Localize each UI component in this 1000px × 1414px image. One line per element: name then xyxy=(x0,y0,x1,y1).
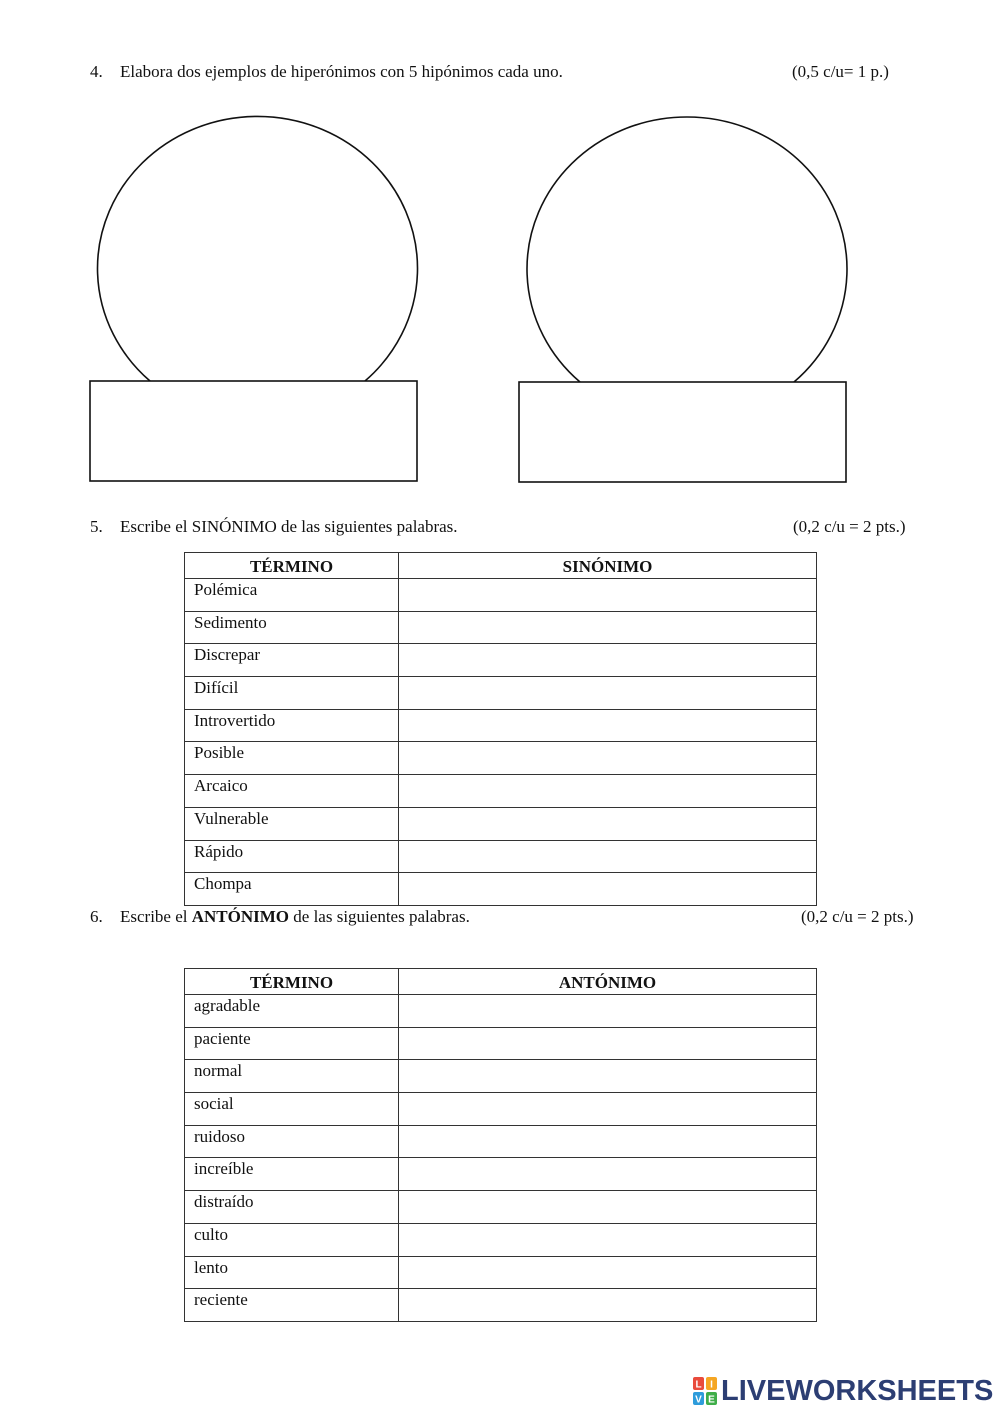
hypernym-diagram-2 xyxy=(519,117,847,482)
hypernym-diagrams xyxy=(0,0,1000,500)
table-row xyxy=(185,1191,817,1224)
question-6-keyword: ANTÓNIMO xyxy=(191,907,290,926)
antonym-answer-cell[interactable] xyxy=(399,1256,817,1289)
antonym-answer-cell[interactable] xyxy=(399,1093,817,1126)
table-row xyxy=(185,1125,817,1158)
question-4-text: Elabora dos ejemplos de hiperónimos con 5 hipónimos cada uno. xyxy=(120,62,563,81)
logo-letter: L xyxy=(695,1379,702,1391)
term-cell: Posible xyxy=(185,742,399,775)
question-4-points: (0,5 c/u= 1 p.) xyxy=(792,62,889,81)
term-cell: Rápido xyxy=(185,840,399,873)
term-cell: agradable xyxy=(185,995,399,1028)
table-row xyxy=(185,873,817,906)
antonym-answer-cell[interactable] xyxy=(399,1027,817,1060)
table-row xyxy=(185,709,817,742)
column-header-term: TÉRMINO xyxy=(185,969,399,995)
antonym-answer-cell[interactable] xyxy=(399,1060,817,1093)
table-row xyxy=(185,611,817,644)
term-cell: Discrepar xyxy=(185,644,399,677)
table-row xyxy=(185,1256,817,1289)
term-cell: Vulnerable xyxy=(185,807,399,840)
question-4-number: 4. xyxy=(90,62,103,81)
term-cell: Introvertido xyxy=(185,709,399,742)
term-cell: distraído xyxy=(185,1191,399,1224)
question-6-text-before: Escribe el xyxy=(120,907,188,926)
column-header-term: TÉRMINO xyxy=(185,553,399,579)
synonym-answer-cell[interactable] xyxy=(399,873,817,906)
hypernym-box-1[interactable] xyxy=(90,381,417,481)
table-row xyxy=(185,1060,817,1093)
table-row xyxy=(185,1223,817,1256)
term-cell: ruidoso xyxy=(185,1125,399,1158)
liveworksheets-logo-icon xyxy=(693,1377,717,1405)
table-row xyxy=(185,1027,817,1060)
synonym-answer-cell[interactable] xyxy=(399,742,817,775)
question-6-text-after: de las siguientes palabras. xyxy=(293,907,470,926)
term-cell: Chompa xyxy=(185,873,399,906)
term-cell: increíble xyxy=(185,1158,399,1191)
question-5-points: (0,2 c/u = 2 pts.) xyxy=(793,517,906,536)
table-header-row xyxy=(185,969,817,995)
question-5 xyxy=(90,517,458,537)
term-cell: normal xyxy=(185,1060,399,1093)
antonym-table xyxy=(184,968,817,1322)
question-5-number: 5. xyxy=(90,517,103,536)
column-header-antonym: ANTÓNIMO xyxy=(399,969,817,995)
hypernym-diagram-1 xyxy=(90,116,418,481)
synonym-answer-cell[interactable] xyxy=(399,579,817,612)
table-row xyxy=(185,579,817,612)
term-cell: lento xyxy=(185,1256,399,1289)
hyponym-circle-2[interactable] xyxy=(527,117,847,382)
table-row xyxy=(185,840,817,873)
synonym-answer-cell[interactable] xyxy=(399,840,817,873)
table-header-row xyxy=(185,553,817,579)
synonym-answer-cell[interactable] xyxy=(399,644,817,677)
synonym-answer-cell[interactable] xyxy=(399,611,817,644)
term-cell: social xyxy=(185,1093,399,1126)
term-cell: Arcaico xyxy=(185,775,399,808)
logo-letter: V xyxy=(695,1394,702,1405)
term-cell: Difícil xyxy=(185,677,399,710)
table-row xyxy=(185,775,817,808)
liveworksheets-brand-text: LIVEWORKSHEETS xyxy=(721,1374,994,1407)
term-cell: culto xyxy=(185,1223,399,1256)
antonym-answer-cell[interactable] xyxy=(399,1289,817,1322)
table-row xyxy=(185,1289,817,1322)
synonym-answer-cell[interactable] xyxy=(399,807,817,840)
logo-letter: E xyxy=(708,1394,715,1405)
question-6 xyxy=(90,907,470,927)
table-row xyxy=(185,677,817,710)
hypernym-box-2[interactable] xyxy=(519,382,846,482)
synonym-answer-cell[interactable] xyxy=(399,775,817,808)
term-cell: reciente xyxy=(185,1289,399,1322)
question-5-text: Escribe el SINÓNIMO de las siguientes palabras. xyxy=(120,517,458,536)
column-header-synonym: SINÓNIMO xyxy=(399,553,817,579)
liveworksheets-logo xyxy=(693,1374,993,1408)
table-row xyxy=(185,1093,817,1126)
term-cell: paciente xyxy=(185,1027,399,1060)
hyponym-circle-1[interactable] xyxy=(98,116,418,381)
term-cell: Polémica xyxy=(185,579,399,612)
table-row xyxy=(185,644,817,677)
antonym-answer-cell[interactable] xyxy=(399,1191,817,1224)
table-row xyxy=(185,1158,817,1191)
term-cell: Sedimento xyxy=(185,611,399,644)
antonym-answer-cell[interactable] xyxy=(399,1223,817,1256)
synonym-table xyxy=(184,552,817,906)
question-6-points: (0,2 c/u = 2 pts.) xyxy=(801,907,914,926)
question-6-number: 6. xyxy=(90,907,103,926)
table-row xyxy=(185,742,817,775)
synonym-answer-cell[interactable] xyxy=(399,709,817,742)
antonym-answer-cell[interactable] xyxy=(399,1158,817,1191)
antonym-answer-cell[interactable] xyxy=(399,1125,817,1158)
synonym-answer-cell[interactable] xyxy=(399,677,817,710)
table-row xyxy=(185,807,817,840)
antonym-answer-cell[interactable] xyxy=(399,995,817,1028)
logo-letter: I xyxy=(710,1379,713,1391)
table-row xyxy=(185,995,817,1028)
